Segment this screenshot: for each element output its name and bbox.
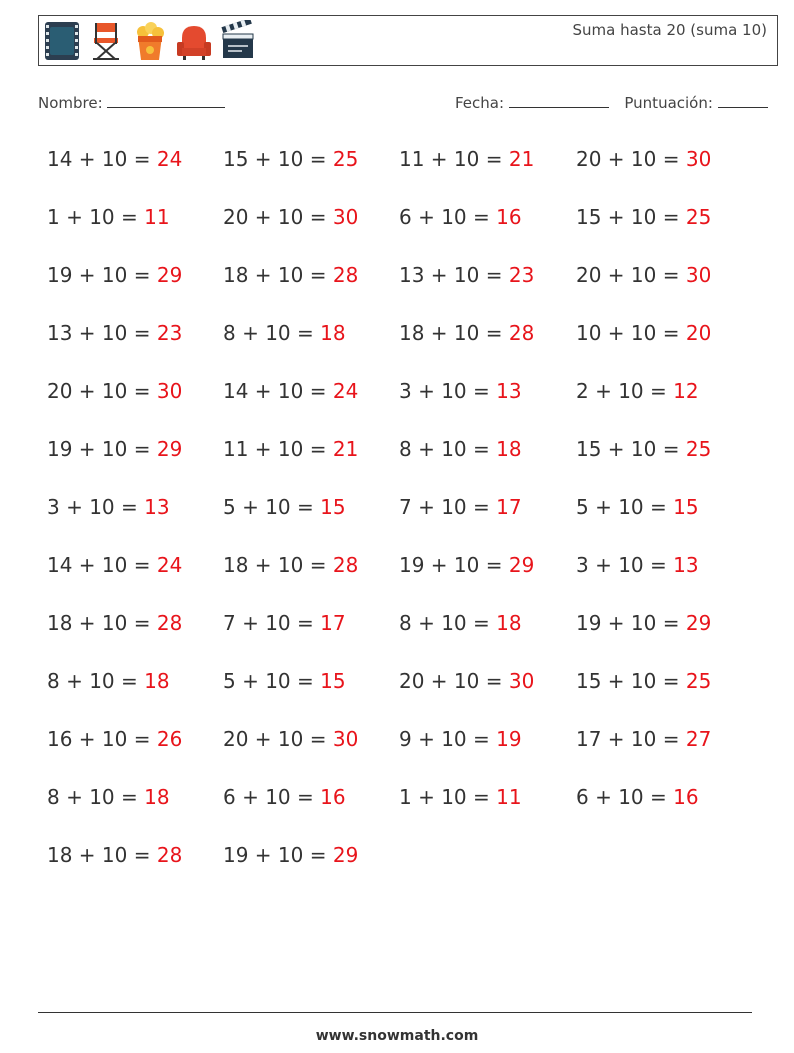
- problem-answer: 29: [508, 553, 535, 577]
- problem-equation: 9 + 10 =: [399, 727, 497, 751]
- problem-item: [399, 611, 522, 635]
- problem-item: [576, 147, 711, 171]
- problem-equation: 20 + 10 =: [399, 669, 509, 693]
- problem-answer: 28: [156, 843, 183, 867]
- problem-equation: 3 + 10 =: [399, 379, 497, 403]
- problem-equation: 20 + 10 =: [576, 263, 686, 287]
- problem-equation: 8 + 10 =: [47, 669, 145, 693]
- problem-answer: 13: [144, 495, 170, 519]
- problem-item: [223, 553, 358, 577]
- problem-item: [576, 553, 699, 577]
- problem-equation: 13 + 10 =: [47, 321, 157, 345]
- date-score-fields: [455, 93, 768, 112]
- problem-answer: 16: [496, 205, 522, 229]
- problem-answer: 25: [685, 205, 712, 229]
- problem-answer: 27: [685, 727, 712, 751]
- problem-equation: 5 + 10 =: [576, 495, 674, 519]
- problem-answer: 24: [156, 553, 183, 577]
- problem-answer: 25: [332, 147, 359, 171]
- problem-answer: 30: [685, 263, 712, 287]
- popcorn-icon: [132, 20, 168, 62]
- problem-item: [576, 669, 711, 693]
- problem-answer: 28: [332, 553, 359, 577]
- problem-equation: 19 + 10 =: [47, 437, 157, 461]
- name-label: Nombre:: [38, 94, 103, 112]
- problem-item: [576, 321, 711, 345]
- problem-answer: 24: [156, 147, 183, 171]
- name-field: [38, 93, 225, 112]
- problem-equation: 15 + 10 =: [576, 205, 686, 229]
- problem-answer: 20: [685, 321, 712, 345]
- problem-equation: 18 + 10 =: [399, 321, 509, 345]
- problem-answer: 13: [496, 379, 522, 403]
- problem-equation: 15 + 10 =: [576, 437, 686, 461]
- date-label: Fecha:: [455, 94, 505, 112]
- problem-item: [399, 495, 522, 519]
- problem-answer: 28: [508, 321, 535, 345]
- director-chair-icon: [88, 20, 124, 62]
- problem-answer: 30: [332, 727, 359, 751]
- problem-answer: 25: [685, 437, 712, 461]
- problem-answer: 23: [156, 321, 183, 345]
- problem-equation: 7 + 10 =: [399, 495, 497, 519]
- problem-item: [223, 843, 358, 867]
- problem-answer: 24: [332, 379, 359, 403]
- problem-answer: 29: [685, 611, 712, 635]
- problem-answer: 28: [156, 611, 183, 635]
- problem-item: [223, 321, 346, 345]
- problem-equation: 20 + 10 =: [223, 727, 333, 751]
- problem-equation: 15 + 10 =: [223, 147, 333, 171]
- problem-answer: 15: [673, 495, 699, 519]
- problem-equation: 1 + 10 =: [47, 205, 145, 229]
- problem-item: [47, 321, 182, 345]
- problem-equation: 10 + 10 =: [576, 321, 686, 345]
- problem-answer: 18: [144, 669, 170, 693]
- problem-item: [47, 669, 170, 693]
- problem-item: [399, 727, 522, 751]
- problem-item: [576, 437, 711, 461]
- problem-answer: 18: [496, 611, 522, 635]
- problem-equation: 18 + 10 =: [47, 843, 157, 867]
- problem-answer: 21: [332, 437, 359, 461]
- problem-equation: 11 + 10 =: [399, 147, 509, 171]
- problem-answer: 17: [320, 611, 346, 635]
- problem-answer: 23: [508, 263, 535, 287]
- problem-equation: 20 + 10 =: [576, 147, 686, 171]
- problem-equation: 7 + 10 =: [223, 611, 321, 635]
- problem-item: [576, 379, 699, 403]
- problem-answer: 28: [332, 263, 359, 287]
- problem-item: [576, 205, 711, 229]
- problem-item: [399, 379, 522, 403]
- footer-url: www.snowmath.com: [315, 1028, 479, 1044]
- problem-equation: 5 + 10 =: [223, 669, 321, 693]
- problem-item: [223, 379, 358, 403]
- problem-item: [47, 263, 182, 287]
- problem-item: [47, 727, 182, 751]
- problem-equation: 19 + 10 =: [223, 843, 333, 867]
- problem-equation: 16 + 10 =: [47, 727, 157, 751]
- problem-answer: 18: [144, 785, 170, 809]
- problem-item: [47, 785, 170, 809]
- problem-equation: 14 + 10 =: [47, 147, 157, 171]
- problem-item: [399, 263, 534, 287]
- problem-equation: 19 + 10 =: [399, 553, 509, 577]
- problem-equation: 20 + 10 =: [47, 379, 157, 403]
- problem-item: [399, 205, 522, 229]
- problem-item: [399, 669, 534, 693]
- problem-item: [223, 263, 358, 287]
- date-blank[interactable]: [509, 93, 609, 108]
- problem-item: [399, 437, 522, 461]
- problem-item: [576, 495, 699, 519]
- problem-item: [47, 843, 182, 867]
- problem-item: [223, 205, 358, 229]
- problem-equation: 19 + 10 =: [576, 611, 686, 635]
- problem-answer: 21: [508, 147, 535, 171]
- problem-item: [576, 727, 711, 751]
- problem-answer: 15: [320, 669, 346, 693]
- problem-equation: 17 + 10 =: [576, 727, 686, 751]
- problem-equation: 18 + 10 =: [47, 611, 157, 635]
- problem-equation: 2 + 10 =: [576, 379, 674, 403]
- problem-answer: 26: [156, 727, 183, 751]
- problem-item: [223, 785, 346, 809]
- problem-answer: 18: [496, 437, 522, 461]
- problem-item: [576, 785, 699, 809]
- problem-item: [223, 495, 346, 519]
- problem-item: [223, 669, 346, 693]
- problem-equation: 19 + 10 =: [47, 263, 157, 287]
- problem-item: [47, 437, 182, 461]
- problem-answer: 30: [156, 379, 183, 403]
- problem-equation: 8 + 10 =: [223, 321, 321, 345]
- problem-answer: 18: [320, 321, 346, 345]
- score-label: Puntuación:: [624, 94, 713, 112]
- problem-equation: 6 + 10 =: [223, 785, 321, 809]
- problem-item: [576, 263, 711, 287]
- problem-answer: 16: [673, 785, 699, 809]
- footer-divider: [38, 1012, 752, 1013]
- problem-equation: 18 + 10 =: [223, 553, 333, 577]
- problem-answer: 13: [673, 553, 699, 577]
- icon-strip: [44, 20, 256, 62]
- clapperboard-icon: [220, 20, 256, 62]
- problem-answer: 16: [320, 785, 346, 809]
- problem-item: [399, 785, 522, 809]
- problem-equation: 8 + 10 =: [47, 785, 145, 809]
- problem-answer: 12: [673, 379, 699, 403]
- problem-equation: 3 + 10 =: [576, 553, 674, 577]
- problem-equation: 6 + 10 =: [399, 205, 497, 229]
- problem-equation: 8 + 10 =: [399, 611, 497, 635]
- problem-equation: 5 + 10 =: [223, 495, 321, 519]
- problem-item: [223, 727, 358, 751]
- problem-answer: 11: [496, 785, 522, 809]
- problem-item: [47, 379, 182, 403]
- problem-answer: 29: [156, 437, 183, 461]
- problem-equation: 6 + 10 =: [576, 785, 674, 809]
- problem-equation: 1 + 10 =: [399, 785, 497, 809]
- problem-equation: 20 + 10 =: [223, 205, 333, 229]
- problem-item: [47, 147, 182, 171]
- problem-answer: 15: [320, 495, 346, 519]
- problem-answer: 25: [685, 669, 712, 693]
- problem-answer: 29: [332, 843, 359, 867]
- problem-item: [576, 611, 711, 635]
- problem-item: [47, 205, 170, 229]
- film-frame-icon: [44, 20, 80, 62]
- problem-answer: 30: [685, 147, 712, 171]
- cinema-seat-icon: [176, 20, 212, 62]
- worksheet-title: Suma hasta 20 (suma 10): [572, 21, 767, 39]
- header-box: [38, 15, 778, 66]
- problem-answer: 11: [144, 205, 170, 229]
- problem-item: [47, 553, 182, 577]
- problem-item: [47, 611, 182, 635]
- problem-equation: 8 + 10 =: [399, 437, 497, 461]
- problem-item: [399, 553, 534, 577]
- problem-equation: 3 + 10 =: [47, 495, 145, 519]
- problem-item: [399, 147, 534, 171]
- problem-answer: 30: [508, 669, 535, 693]
- score-blank[interactable]: [718, 93, 768, 108]
- problem-equation: 18 + 10 =: [223, 263, 333, 287]
- problem-item: [399, 321, 534, 345]
- problem-answer: 29: [156, 263, 183, 287]
- problem-equation: 14 + 10 =: [223, 379, 333, 403]
- problem-answer: 19: [496, 727, 522, 751]
- name-blank[interactable]: [107, 93, 225, 108]
- problem-equation: 14 + 10 =: [47, 553, 157, 577]
- problem-answer: 30: [332, 205, 359, 229]
- problem-equation: 11 + 10 =: [223, 437, 333, 461]
- problem-item: [223, 147, 358, 171]
- problem-item: [47, 495, 170, 519]
- problem-equation: 15 + 10 =: [576, 669, 686, 693]
- problem-answer: 17: [496, 495, 522, 519]
- problem-item: [223, 611, 346, 635]
- problem-equation: 13 + 10 =: [399, 263, 509, 287]
- problem-item: [223, 437, 358, 461]
